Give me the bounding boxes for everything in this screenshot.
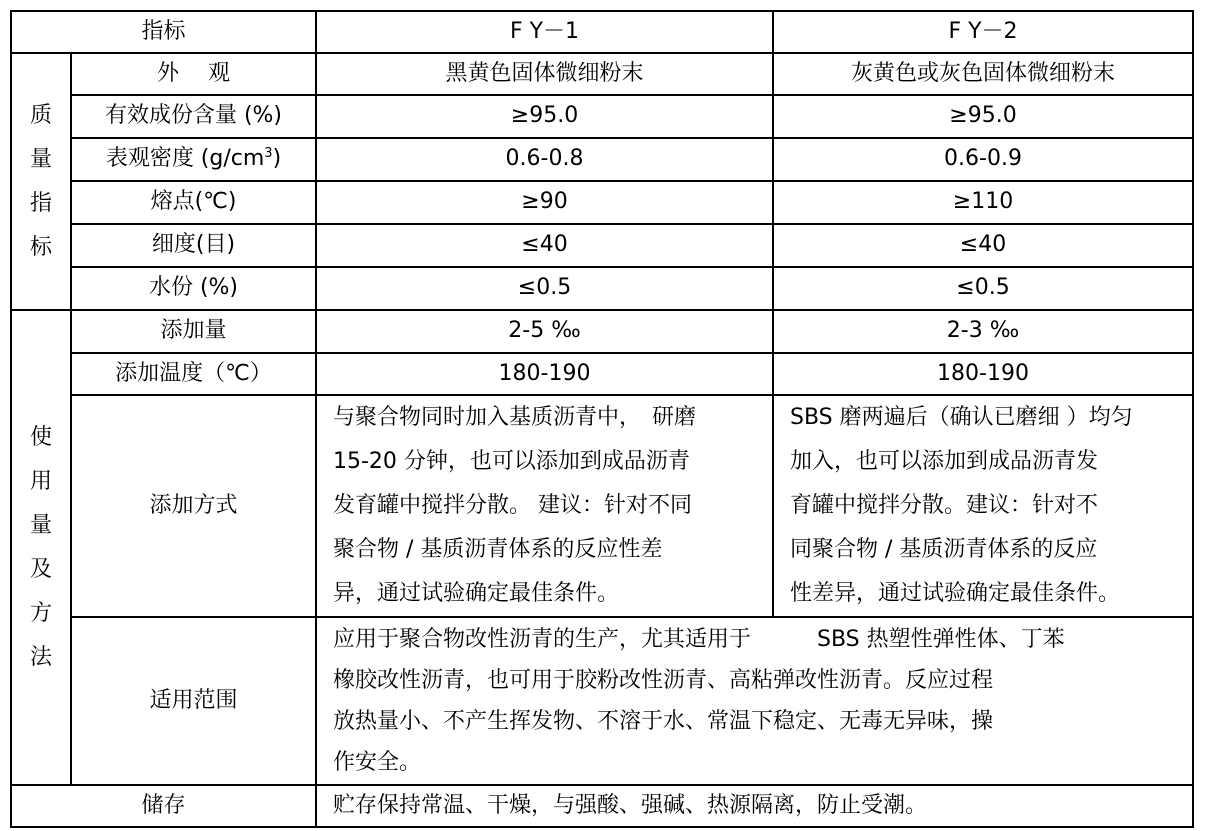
method-label: 添加方式: [71, 395, 316, 617]
melting-point-fy1: ≥90: [316, 181, 773, 224]
header-fy2: F Y－2: [773, 11, 1193, 53]
usage-group-label: 使 用 量 及 方 法: [11, 310, 71, 785]
moisture-fy1: ≤0.5: [316, 267, 773, 310]
amount-label: 添加量: [71, 310, 316, 353]
scope-label: 适用范围: [71, 617, 316, 785]
appearance-fy2: 灰黄色或灰色固体微细粉末: [773, 53, 1193, 95]
density-fy1: 0.6-0.8: [316, 138, 773, 181]
moisture-label: 水份 (%): [71, 267, 316, 310]
header-indicator: 指标: [11, 11, 316, 53]
content-fy1: ≥95.0: [316, 95, 773, 138]
table-row: [11, 617, 1193, 785]
spec-table: [10, 10, 1194, 828]
appearance-label: 外 观: [71, 53, 316, 95]
density-label: 表观密度 $(g/cm^3)$: [71, 138, 316, 181]
moisture-fy2: ≤0.5: [773, 267, 1193, 310]
fineness-fy2: ≤40: [773, 224, 1193, 267]
table-row: [11, 181, 1193, 224]
table-row: [11, 353, 1193, 395]
content-label: 有效成份含量 (%): [71, 95, 316, 138]
temperature-fy1: 180-190: [316, 353, 773, 395]
storage-label: 储存: [11, 785, 316, 827]
content-fy2: ≥95.0: [773, 95, 1193, 138]
method-fy1: 与聚合物同时加入基质沥青中， 研磨 15-20 分钟，也可以添加到成品沥青 发育罐中搅拌分散。 建议：针对不同 聚合物 / 基质沥青体系的反应性差 异，通过试验确定最佳条件。: [316, 395, 773, 617]
table-row: [11, 267, 1193, 310]
amount-fy2: 2-3 ‰: [773, 310, 1193, 353]
table-row: [11, 138, 1193, 181]
quality-group-label: 质 量 指 标: [11, 53, 71, 310]
table-row: [11, 310, 1193, 353]
melting-point-label: 熔点(℃): [71, 181, 316, 224]
header-fy1: F Y－1: [316, 11, 773, 53]
fineness-label: 细度(目): [71, 224, 316, 267]
fineness-fy1: ≤40: [316, 224, 773, 267]
table-row: [11, 224, 1193, 267]
method-fy2: SBS 磨两遍后（确认已磨细 ）均匀 加入，也可以添加到成品沥青发 育罐中搅拌分散。建议：针对不 同聚合物 / 基质沥青体系的反应 性差异，通过试验确定最佳条件。: [773, 395, 1193, 617]
temperature-label: 添加温度（℃）: [71, 353, 316, 395]
scope-text: 应用于聚合物改性沥青的生产，尤其适用于 SBS 热塑性弹性体、丁苯 橡胶改性沥青，也可用于胶粉改性沥青、高粘弹改性沥青。反应过程 放热量小、不产生挥发物、不溶于水、常温下稳定、无毒无异味，操 作安全。: [316, 617, 1193, 785]
table-row: [11, 53, 1193, 95]
amount-fy1: 2-5 ‰: [316, 310, 773, 353]
density-fy2: 0.6-0.9: [773, 138, 1193, 181]
melting-point-fy2: ≥110: [773, 181, 1193, 224]
storage-text: 贮存保持常温、干燥，与强酸、强碱、热源隔离，防止受潮。: [316, 785, 1193, 827]
appearance-fy1: 黑黄色固体微细粉末: [316, 53, 773, 95]
table-row: [11, 785, 1193, 827]
table-row: [11, 95, 1193, 138]
header-row: [11, 11, 1193, 53]
temperature-fy2: 180-190: [773, 353, 1193, 395]
table-row: [11, 395, 1193, 617]
